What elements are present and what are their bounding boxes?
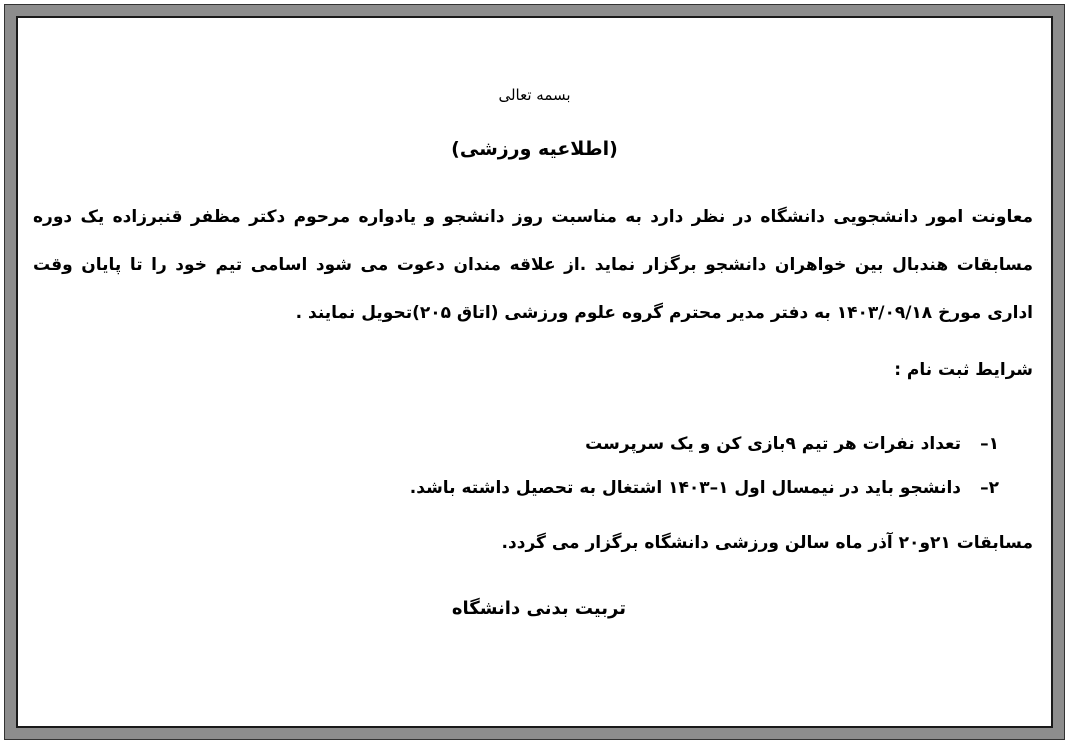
- list-item-number: ۲–: [980, 478, 999, 498]
- list-item: [410, 466, 999, 510]
- document-page: [16, 16, 1053, 728]
- list-item-text: دانشجو باید در نیمسال اول ۱–۱۴۰۳ اشتغال به تحصیل داشته باشد.: [409, 478, 961, 498]
- conditions-heading: شرایط ثبت نام :: [894, 360, 1033, 380]
- signature: تربیت بدنی دانشگاه: [451, 598, 626, 619]
- list-item-text: تعداد نفرات هر تیم ۹بازی کن و یک سرپرست: [585, 434, 961, 454]
- conditions-list: [410, 422, 999, 510]
- salutation: بسمه تعالی: [498, 86, 571, 104]
- announcement: [18, 18, 1051, 726]
- announcement-body: معاونت امور دانشجویی دانشگاه در نظر دارد به مناسبت روز دانشجو و یادواره مرحوم دکتر مظفر قنبرزاده یک دوره مسابقات هندبال بین خواهران دانشجو برگزار نماید .از علاقه مندان دعوت می شود اسامی تیم خود را تا پایان وقت اداری مورخ ۱۴۰۳/۰۹/۱۸ به دفتر مدیر محترم گروه علوم ورزشی (اتاق ۲۰۵)تحویل نمایند .: [33, 207, 1033, 323]
- document-frame: [4, 4, 1065, 740]
- contest-dates: مسابقات ۲۱و۲۰ آذر ماه سالن ورزشی دانشگاه برگزار می گردد.: [501, 533, 1033, 553]
- list-item: [410, 422, 999, 466]
- announcement-title: (اطلاعیه ورزشی): [451, 138, 618, 160]
- list-item-number: ۱–: [980, 434, 999, 454]
